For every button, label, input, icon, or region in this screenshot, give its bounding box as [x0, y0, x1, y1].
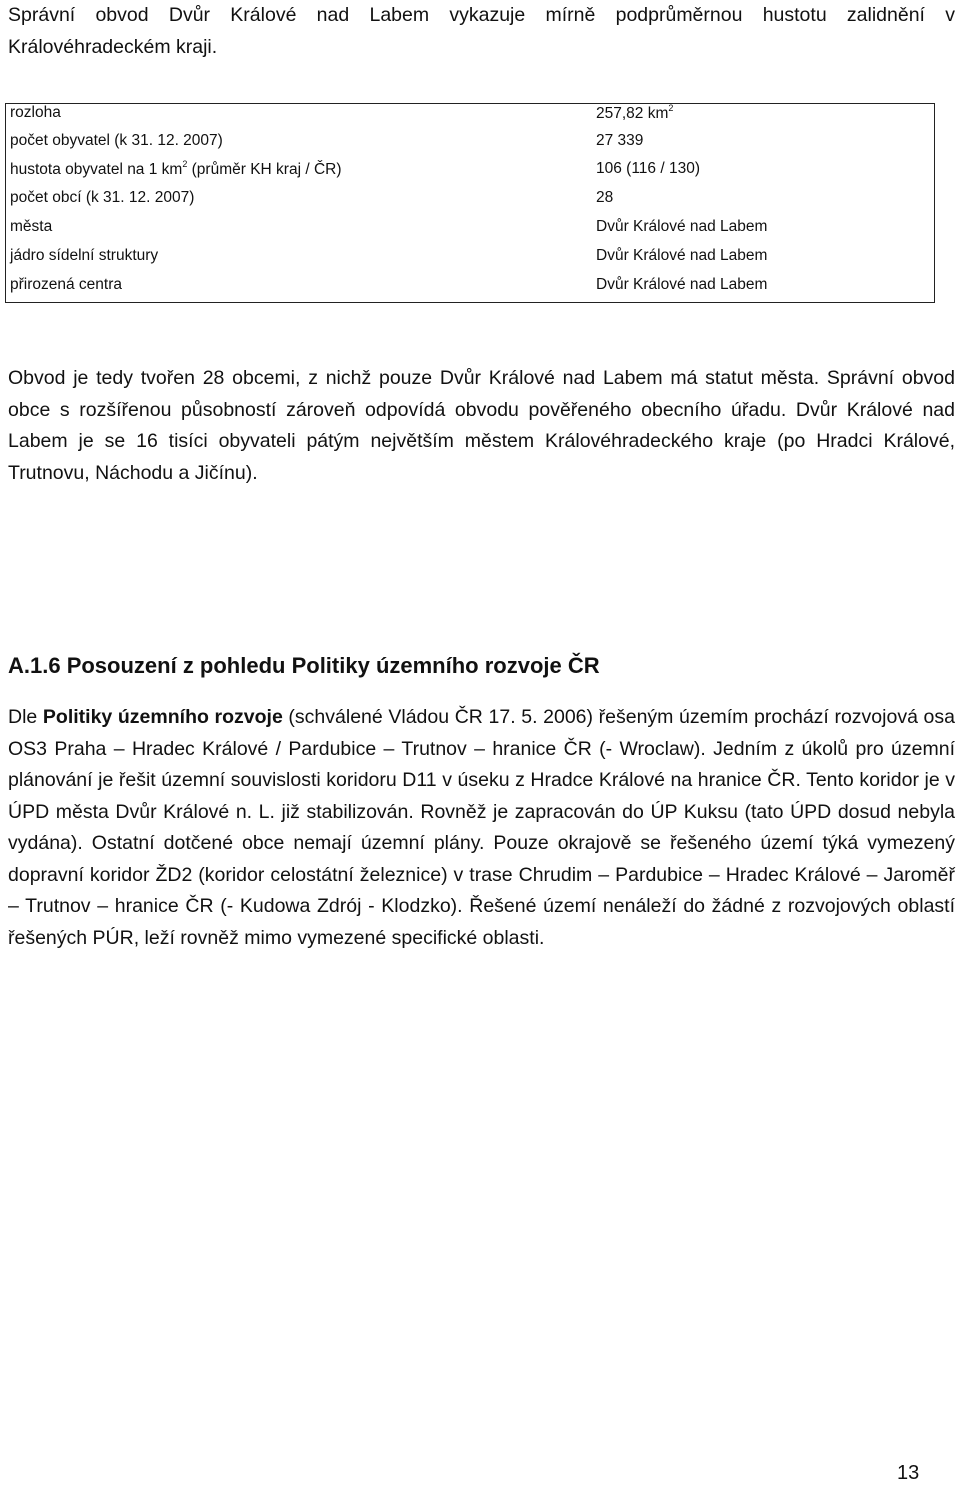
- row-value: Dvůr Králové nad Labem: [596, 247, 768, 264]
- row-label: města: [10, 218, 53, 235]
- table-row: [6, 247, 934, 275]
- table-row: [6, 160, 934, 188]
- district-description-paragraph: Obvod je tedy tvořen 28 obcemi, z nichž pouze Dvůr Králové nad Labem má statut města. Správní obvod obce s rozšířenou působností zároveň odpovídá obvodu pověřeného obecního úřadu. Dvůr Králové nad Labem je se 16 tisíci obyvateli pátým největším městem Královéhradeckého kraje (po Hradci Králové, Trutnovu, Náchodu a Jičínu).: [8, 367, 955, 484]
- row-value: 106 (116 / 130): [596, 160, 700, 177]
- row-value: Dvůr Králové nad Labem: [596, 218, 768, 235]
- row-label: počet obyvatel (k 31. 12. 2007): [10, 132, 223, 149]
- row-label: hustota obyvatel na 1 $km^2$ (průměr KH kraj / ČR): [10, 159, 342, 179]
- page-number: 13: [897, 1462, 920, 1484]
- section-heading: A.1.6 Posouzení z pohledu Politiky územního rozvoje ČR: [8, 653, 600, 678]
- district-info-table: [5, 103, 935, 303]
- row-value: 257,82 $km^2$: [596, 103, 674, 123]
- row-label: rozloha: [10, 104, 61, 121]
- intro-paragraph: Správní obvod Dvůr Králové nad Labem vykazuje mírně podprůměrnou hustotu zalidnění v Královéhradeckém kraji.: [8, 4, 955, 58]
- table-row: [6, 104, 934, 132]
- table-row: [6, 189, 934, 217]
- row-label: počet obcí (k 31. 12. 2007): [10, 189, 195, 206]
- row-value: Dvůr Králové nad Labem: [596, 276, 768, 293]
- table-row: [6, 132, 934, 160]
- row-value: 28: [596, 189, 614, 206]
- table-row: [6, 218, 934, 246]
- row-label: jádro sídelní struktury: [10, 247, 159, 264]
- row-value: 27 339: [596, 132, 644, 149]
- table-row: [6, 276, 934, 304]
- superscript: 2: [668, 103, 674, 113]
- superscript: 2: [182, 159, 188, 169]
- policy-paragraph: Dle Politiky územního rozvoje (schválené Vládou ČR 17. 5. 2006) řešeným územím prochází rozvojová osa OS3 Praha – Hradec Králové / Pardubice – Trutnov – hranice ČR (- Wroclaw). Jedním z úkolů pro územní plánování je řešit územní souvislosti koridoru D11 v úseku z Hradce Králové na hranice ČR. Tento koridor je v ÚPD města Dvůr Králové n. L. již stabilizován. Rovněž je zapracován do ÚP Kuksu (tato ÚPD dosud nebyla vydána). Ostatní dotčené obce nemají územní plány. Pouze okrajově se řešeného území týká vymezený dopravní koridor ŽD2 (koridor celostátní železnice) v trase Chrudim – Pardubice – Hradec Králové – Jaroměř – Trutnov – hranice ČR (- Kudowa Zdrój - Klodzko). Řešené území nenáleží do žádné z rozvojových oblastí řešených PÚR, leží rovněž mimo vymezené specifické oblasti.: [8, 706, 955, 949]
- row-label: přirozená centra: [10, 276, 123, 293]
- policy-title-bold: Politiky územního rozvoje: [42, 706, 283, 728]
